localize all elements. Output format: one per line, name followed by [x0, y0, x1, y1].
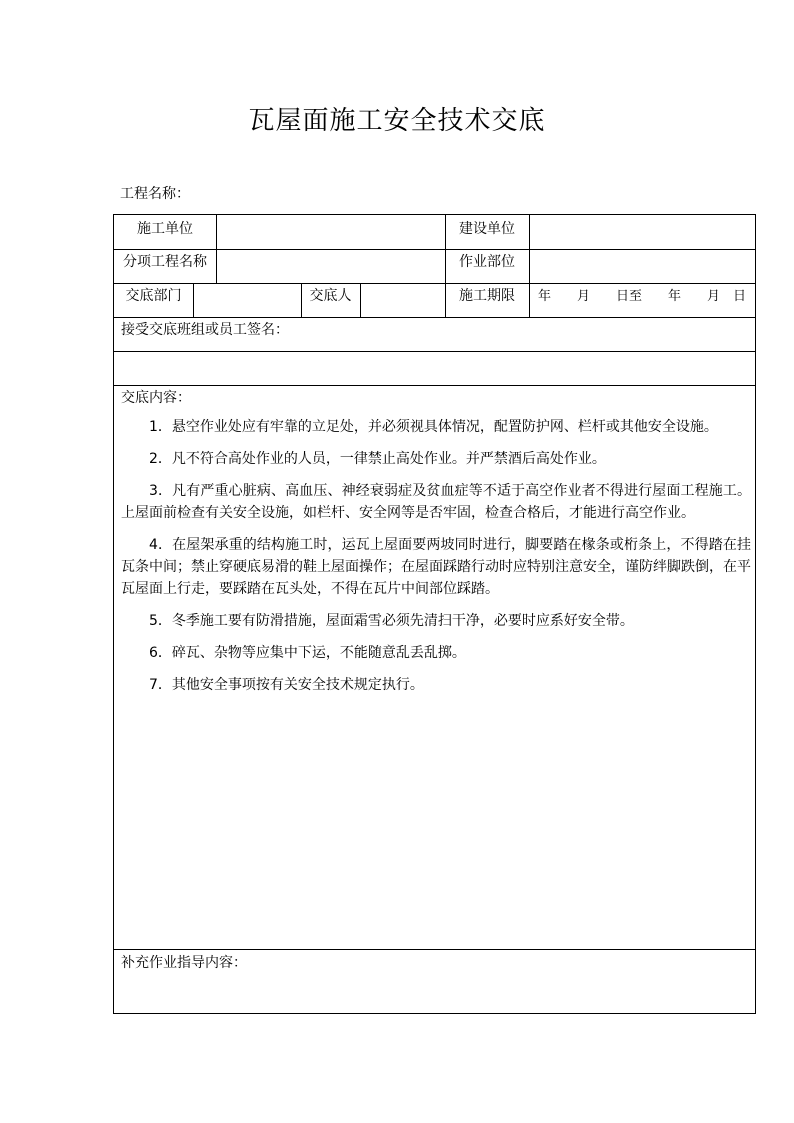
owner-unit-label: 建设单位: [459, 221, 515, 237]
content-item: 1．悬空作业处应有牢靠的立足处，并必须视具体情况，配置防护网、栏杆或其他安全设施。: [149, 419, 718, 435]
column-divider: [360, 283, 361, 317]
document-title: 瓦屋面施工安全技术交底: [248, 106, 546, 136]
work-location-label: 作业部位: [459, 254, 515, 270]
construction-unit-label: 施工单位: [137, 221, 193, 237]
column-divider: [216, 215, 217, 283]
signature-label: 接受交底班组或员工签名：: [121, 322, 289, 338]
signature-field[interactable]: [114, 352, 755, 385]
sub-project-label: 分项工程名称: [123, 254, 207, 270]
content-item: 6．碎瓦、杂物等应集中下运，不能随意乱丢乱掷。: [149, 645, 466, 661]
row-divider: [114, 283, 755, 284]
discloser-label: 交底人: [309, 288, 352, 304]
project-name-label: 工程名称：: [120, 186, 190, 202]
content-item: 7．其他安全事项按有关安全技术规定执行。: [149, 677, 424, 693]
content-item: 4．在屋架承重的结构施工时，运瓦上屋面要两坡同时进行，脚要踏在椽条或桁条上，不得踏在挂瓦条中间；禁止穿硬底易滑的鞋上屋面操作；在屋面踩踏行动时应特别注意安全，谨防绊脚跌倒，在平瓦屋面上行走，要踩踏在瓦头处，不得在瓦片中间部位踩踏。: [121, 537, 751, 597]
row-divider: [114, 385, 755, 386]
content-label: 交底内容：: [121, 390, 191, 406]
content-items: [121, 416, 751, 696]
supplementary-field[interactable]: [114, 975, 755, 1013]
row-divider: [114, 249, 755, 250]
disclosure-content: [121, 389, 751, 706]
content-item: 3．凡有严重心脏病、高血压、神经衰弱症及贫血症等不适于高空作业者不得进行屋面工程施工。上屋面前检查有关安全设施，如栏杆、安全网等是否牢固，检查合格后，才能进行高空作业。: [121, 483, 751, 521]
period-field[interactable]: 年 月 日至 年 月 日: [537, 289, 746, 304]
supplementary-label: 补充作业指导内容：: [121, 955, 247, 971]
row-divider: [114, 317, 755, 318]
row-divider: [114, 949, 755, 950]
column-divider: [193, 283, 194, 317]
content-item: 5．冬季施工要有防滑措施，屋面霜雪必须先清扫干净，必要时应系好安全带。: [149, 613, 634, 629]
period-label: 施工期限: [459, 288, 515, 304]
disclosure-form: [113, 214, 756, 1014]
disclosing-dept-label: 交底部门: [125, 288, 182, 304]
content-item: 2．凡不符合高处作业的人员，一律禁止高处作业。并严禁酒后高处作业。: [149, 451, 606, 467]
